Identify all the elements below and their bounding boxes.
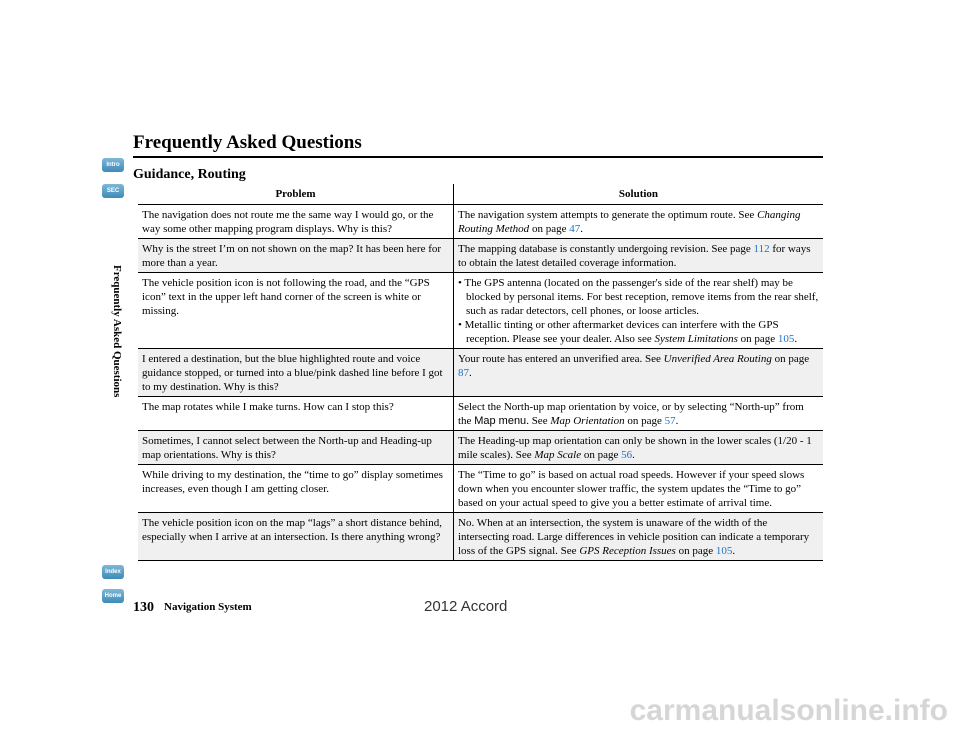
header-solution: Solution [454,184,824,205]
menu-name: Map menu [474,415,527,427]
problem-cell: While driving to my destination, the “time to go” display sometimes increases, even though I am getting closer. [138,465,454,513]
model-watermark: 2012 Accord [424,598,508,615]
header-problem: Problem [138,184,454,205]
cross-reference: System Limitations [654,333,738,345]
site-watermark: carmanualsonline.info [629,694,948,727]
solution-cell: The mapping database is constantly undergoing revision. See page 112 for ways to obtain the latest detailed coverage information. [454,239,824,273]
solution-cell: Select the North-up map orientation by voice, or by selecting “North-up” from the Map menu. See Map Orientation on page 57. [454,397,824,431]
cross-reference: Map Scale [534,449,582,461]
cross-reference: Changing Routing Method [458,209,801,235]
table-row [138,349,823,397]
problem-cell: Why is the street I’m on not shown on the map? It has been here for more than a year. [138,239,454,273]
page-link[interactable]: 105 [777,333,795,345]
page-link[interactable]: 56 [621,449,633,461]
problem-cell: The vehicle position icon is not following the road, and the “GPS icon” text in the upper left hand corner of the screen is white or missing. [138,273,454,349]
table-row [138,431,823,465]
page-link[interactable]: 105 [715,545,733,557]
solution-cell: Your route has entered an unverified area. See Unverified Area Routing on page 87. [454,349,824,397]
table-row [138,205,823,239]
page-link[interactable]: 112 [753,243,770,255]
table-row [138,239,823,273]
page-link[interactable]: 47 [569,223,581,235]
solution-cell: No. When at an intersection, the system is unaware of the width of the intersecting road. Large differences in vehicle position can indicate a temporary loss of the GPS signal. See GPS Reception Issues on page 105. [454,513,824,561]
table-header-row [138,184,823,205]
table-row [138,513,823,561]
table-row [138,397,823,431]
problem-cell: The navigation does not route me the same way I would go, or the way some other mapping program displays. Why is this? [138,205,454,239]
footer-text: Navigation System [164,601,252,613]
cross-reference: GPS Reception Issues [579,545,676,557]
page-link[interactable]: 87 [458,367,469,379]
solution-cell [454,273,824,349]
solution-cell: The navigation system attempts to generate the optimum route. See Changing Routing Method on page 47. [454,205,824,239]
cross-reference: Unverified Area Routing [663,353,772,365]
home-tab[interactable]: Home [102,589,124,603]
side-chapter-label: Frequently Asked Questions [111,265,123,398]
bullet-item: • Metallic tinting or other aftermarket devices can interfere with the GPS reception. Please see your dealer. Also see System Limitations on page 105. [458,319,798,345]
solution-cell: The Heading-up map orientation can only be shown in the lower scales (1/20 - 1 mile scales). See Map Scale on page 56. [454,431,824,465]
page-number: 130 [133,600,154,615]
faq-table [138,184,823,561]
bullet-item: • The GPS antenna (located on the passenger's side of the rear shelf) may be blocked by personal items. For best reception, remove items from the rear shelf, such as radar detectors, cell phones, or loose articles. [458,277,819,317]
sec-tab[interactable]: SEC [102,184,124,198]
problem-cell: The map rotates while I make turns. How can I stop this? [138,397,454,431]
cross-reference: Map Orientation [550,415,625,427]
title-divider [133,156,823,158]
page-link[interactable]: 57 [664,415,676,427]
section-heading: Guidance, Routing [133,167,246,182]
table-row [138,465,823,513]
intro-tab[interactable]: Intro [102,158,124,172]
problem-cell: The vehicle position icon on the map “lags” a short distance behind, especially when I arrive at an intersection. Is there anything wrong? [138,513,454,561]
problem-cell: I entered a destination, but the blue highlighted route and voice guidance stopped, or turned into a blue/pink dashed line before I got to my destination. Why is this? [138,349,454,397]
page-title: Frequently Asked Questions [133,132,362,153]
solution-cell: The “Time to go” is based on actual road speeds. However if your speed slows down when you encounter slower traffic, the system updates the “Time to go” based on your actual speed to give you a better estimate of arrival time. [454,465,824,513]
problem-cell: Sometimes, I cannot select between the North-up and Heading-up map orientations. Why is this? [138,431,454,465]
index-tab[interactable]: Index [102,565,124,579]
table-row [138,273,823,349]
